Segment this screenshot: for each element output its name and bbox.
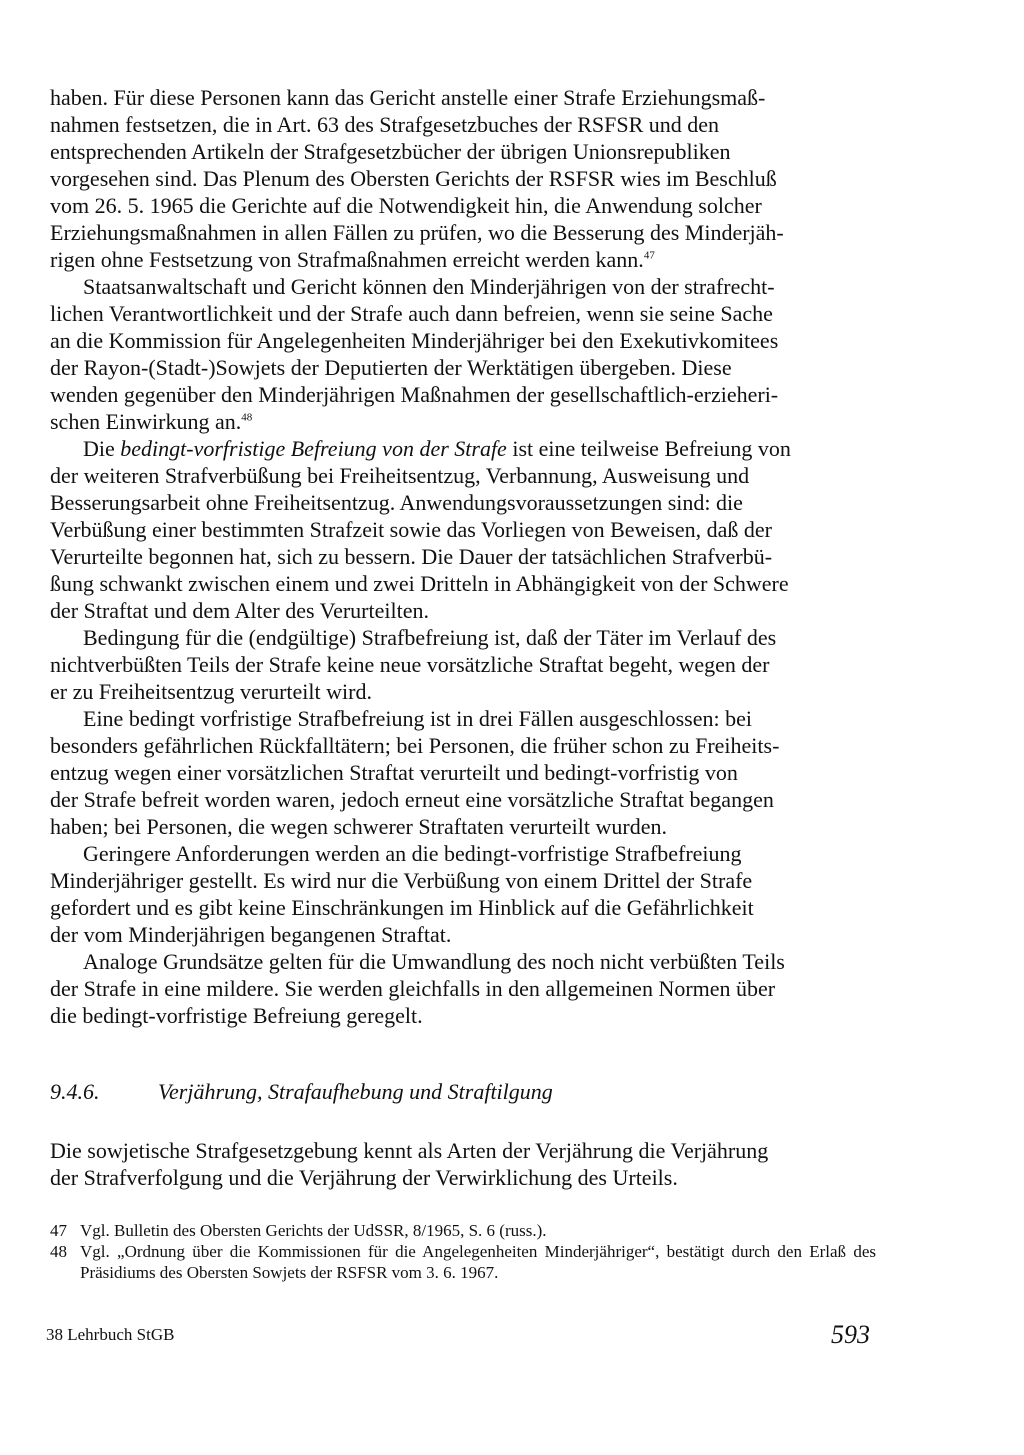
paragraph-2: [50, 273, 876, 435]
footnote-ref-48: 48: [241, 411, 253, 424]
paragraph-1-line-3: entsprechenden Artikeln der Strafgesetzbücher der übrigen Unionsrepubliken: [50, 139, 731, 164]
body-text: [50, 84, 876, 1029]
footnote-48-number: 48: [50, 1242, 67, 1261]
paragraph-3-line-4: Verbüßung einer bestimmten Strafzeit sowie das Vorliegen von Beweisen, daß der: [50, 517, 772, 542]
paragraph-7-line-2: der Strafe in eine mildere. Sie werden gleichfalls in den allgemeinen Normen über: [50, 976, 776, 1001]
paragraph-2-line-2: lichen Verantwortlichkeit und der Strafe auch dann befreien, wenn sie seine Sache: [50, 301, 773, 326]
paragraph-2-line-4: der Rayon-(Stadt-)Sowjets der Deputierten der Werktätigen übergeben. Diese: [50, 355, 732, 380]
paragraph-7-line-3: die bedingt-vorfristige Befreiung geregelt.: [50, 1003, 423, 1028]
paragraph-1-line-2: nahmen festsetzen, die in Art. 63 des Strafgesetzbuches der RSFSR und den: [50, 112, 720, 137]
paragraph-3-line-3: Besserungsarbeit ohne Freiheitsentzug. Anwendungsvoraussetzungen sind: die: [50, 490, 743, 515]
section-intro-line-2: der Strafverfolgung und die Verjährung der Verwirklichung des Urteils.: [50, 1165, 678, 1190]
paragraph-7-line-1: Analoge Grundsätze gelten für die Umwandlung des noch nicht verbüßten Teils: [83, 949, 785, 974]
paragraph-6-line-3: gefordert und es gibt keine Einschränkungen im Hinblick auf die Gefährlichkeit: [50, 895, 754, 920]
paragraph-3-lead: Die: [83, 436, 121, 461]
paragraph-2-line-5: wenden gegenüber den Minderjährigen Maßnahmen der gesellschaftlich-erzieheri-: [50, 382, 779, 407]
paragraph-6-line-1: Geringere Anforderungen werden an die bedingt-vorfristige Strafbefreiung: [83, 841, 742, 866]
paragraph-1: [50, 84, 876, 273]
paragraph-3-line-7: der Straftat und dem Alter des Verurteilten.: [50, 598, 429, 623]
section-intro-paragraph: [50, 1137, 876, 1191]
paragraph-6-line-2: Minderjähriger gestellt. Es wird nur die Verbüßung von einem Drittel der Strafe: [50, 868, 753, 893]
footnote-47: [50, 1220, 876, 1241]
paragraph-4: [50, 624, 876, 705]
paragraph-5: [50, 705, 876, 840]
page-footer: [46, 1320, 876, 1354]
paragraph-5-line-1: Eine bedingt vorfristige Strafbefreiung ist in drei Fällen ausgeschlossen: bei: [83, 706, 753, 731]
print-signature: 38 Lehrbuch StGB: [46, 1325, 175, 1344]
footnote-47-text: Vgl. Bulletin des Obersten Gerichts der UdSSR, 8/1965, S. 6 (russ.).: [80, 1221, 547, 1240]
paragraph-1-line-7: rigen ohne Festsetzung von Strafmaßnahmen erreicht werden kann.: [50, 247, 644, 272]
page-number: 593: [831, 1320, 870, 1349]
paragraph-3: [50, 435, 876, 624]
paragraph-1-line-5: vom 26. 5. 1965 die Gerichte auf die Notwendigkeit hin, die Anwendung solcher: [50, 193, 762, 218]
paragraph-2-line-6: schen Einwirkung an.: [50, 409, 242, 434]
footnote-48-text: Vgl. „Ordnung über die Kommissionen für die Angelegenheiten Minderjähriger“, bestätigt durch den Erlaß des Präsidiums des Obersten Sowjets der RSFSR vom 3. 6. 1967.: [80, 1242, 876, 1282]
footnotes: [50, 1220, 876, 1283]
footnote-48: [50, 1241, 876, 1283]
paragraph-1-line-4: vorgesehen sind. Das Plenum des Obersten Gerichts der RSFSR wies im Beschluß: [50, 166, 777, 191]
paragraph-5-line-4: der Strafe befreit worden waren, jedoch erneut eine vorsätzliche Straftat begangen: [50, 787, 774, 812]
paragraph-5-line-2: besonders gefährlichen Rückfalltätern; bei Personen, die früher schon zu Freiheits-: [50, 733, 780, 758]
footnote-47-number: 47: [50, 1221, 67, 1240]
section-number: 9.4.6.: [50, 1079, 100, 1104]
paragraph-7: [50, 948, 876, 1029]
paragraph-1-line-6: Erziehungsmaßnahmen in allen Fällen zu prüfen, wo die Besserung des Minderjäh-: [50, 220, 784, 245]
paragraph-1-line-1: haben. Für diese Personen kann das Gericht anstelle einer Strafe Erziehungsmaß-: [50, 85, 766, 110]
paragraph-5-line-3: entzug wegen einer vorsätzlichen Straftat verurteilt und bedingt-vorfristig von: [50, 760, 738, 785]
paragraph-3-line-5: Verurteilte begonnen hat, sich zu bessern. Die Dauer der tatsächlichen Strafverbü-: [50, 544, 773, 569]
paragraph-6-line-4: der vom Minderjährigen begangenen Straftat.: [50, 922, 452, 947]
section-intro: [50, 1137, 876, 1191]
paragraph-4-line-1: Bedingung für die (endgültige) Strafbefreiung ist, daß der Täter im Verlauf des: [83, 625, 777, 650]
paragraph-2-line-1: Staatsanwaltschaft und Gericht können den Minderjährigen von der strafrecht-: [83, 274, 775, 299]
section-intro-line-1: Die sowjetische Strafgesetzgebung kennt als Arten der Verjährung die Verjährung: [50, 1138, 769, 1163]
paragraph-3-line-1: ist eine teilweise Befreiung von: [506, 436, 791, 461]
paragraph-3-emphasis: bedingt-vorfristige Befreiung von der Strafe: [120, 436, 507, 461]
paragraph-3-line-2: der weiteren Strafverbüßung bei Freiheitsentzug, Verbannung, Ausweisung und: [50, 463, 750, 488]
paragraph-4-line-2: nichtverbüßten Teils der Strafe keine neue vorsätzliche Straftat begeht, wegen der: [50, 652, 770, 677]
paragraph-5-line-5: haben; bei Personen, die wegen schwerer Straftaten verurteilt wurden.: [50, 814, 667, 839]
section-heading: [50, 1078, 876, 1105]
footnote-ref-47: 47: [643, 249, 655, 262]
paragraph-6: [50, 840, 876, 948]
paragraph-4-line-3: er zu Freiheitsentzug verurteilt wird.: [50, 679, 372, 704]
paragraph-2-line-3: an die Kommission für Angelegenheiten Minderjähriger bei den Exekutivkomitees: [50, 328, 779, 353]
paragraph-3-line-6: ßung schwankt zwischen einem und zwei Dritteln in Abhängigkeit von der Schwere: [50, 571, 789, 596]
section-title: Verjährung, Strafaufhebung und Straftilgung: [158, 1079, 553, 1104]
